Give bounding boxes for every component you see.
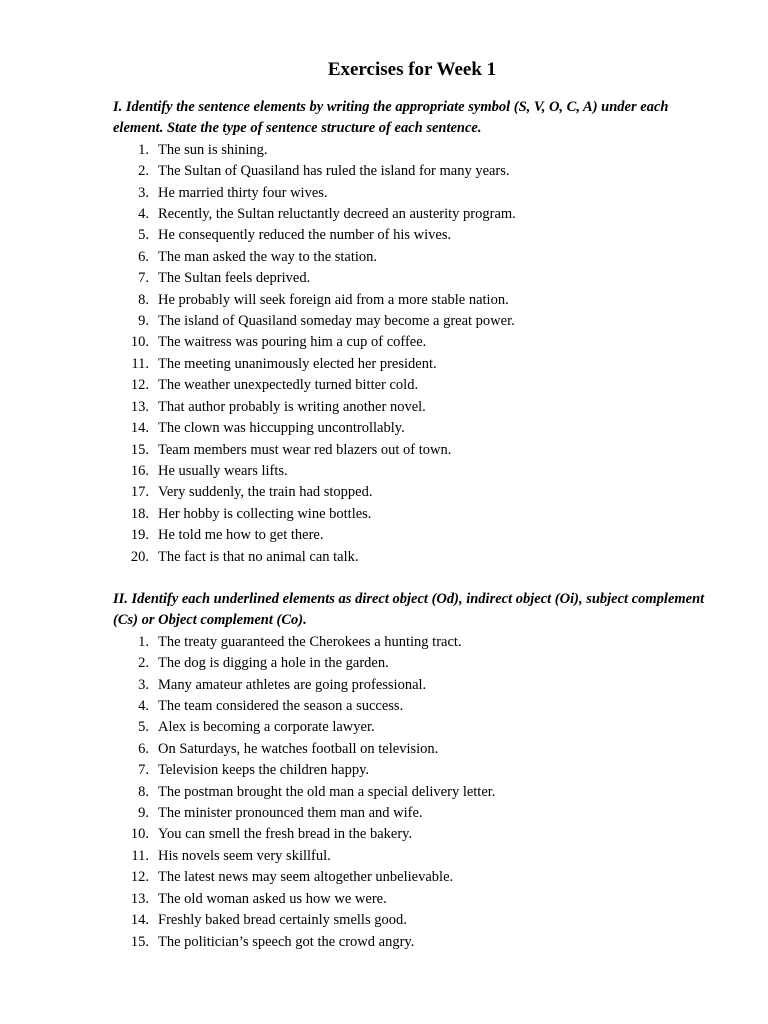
item-number: 8. xyxy=(138,291,149,308)
item-text: The meeting unanimously elected her president. xyxy=(158,355,437,372)
item-number: 9. xyxy=(138,805,149,822)
item-text: The old woman asked us how we were. xyxy=(158,890,387,907)
item-number: 9. xyxy=(138,313,149,330)
item-text: Her hobby is collecting wine bottles. xyxy=(158,505,372,522)
item-number: 19. xyxy=(130,527,149,544)
item-number: 11. xyxy=(131,355,149,372)
item-text: The latest news may seem altogether unbelievable. xyxy=(158,869,454,886)
item-number: 14. xyxy=(130,912,149,929)
list-item xyxy=(113,290,713,311)
item-text: The man asked the way to the station. xyxy=(158,248,378,265)
list-item xyxy=(113,440,713,461)
list-item xyxy=(113,397,713,418)
section-2-list xyxy=(113,632,713,953)
item-number: 8. xyxy=(138,783,149,800)
item-text: The clown was hiccupping uncontrollably. xyxy=(158,420,405,437)
list-item xyxy=(113,354,713,375)
list-item xyxy=(113,268,713,289)
item-text: Alex is becoming a corporate lawyer. xyxy=(158,719,375,736)
item-number: 6. xyxy=(138,248,149,265)
item-number: 2. xyxy=(138,163,149,180)
item-number: 20. xyxy=(130,548,149,565)
item-number: 10. xyxy=(130,826,149,843)
item-text: The postman brought the old man a special delivery letter. xyxy=(158,783,496,800)
item-number: 1. xyxy=(138,633,149,650)
list-item xyxy=(113,846,713,867)
item-text: He married thirty four wives. xyxy=(158,184,328,201)
item-number: 13. xyxy=(130,890,149,907)
item-text: The fact is that no animal can talk. xyxy=(158,548,359,565)
list-item xyxy=(113,225,713,246)
item-number: 7. xyxy=(138,762,149,779)
section-2-instruction: II. Identify each underlined elements as direct object (Od), indirect object (Oi), subject complement (Cs) or Object complement (Co). xyxy=(113,591,705,629)
item-text: Very suddenly, the train had stopped. xyxy=(158,484,373,501)
item-number: 12. xyxy=(130,377,149,394)
list-item xyxy=(113,782,713,803)
list-item xyxy=(113,932,713,953)
list-item xyxy=(113,547,713,568)
item-text: He told me how to get there. xyxy=(158,527,324,544)
list-item xyxy=(113,760,713,781)
section-1-instruction: I. Identify the sentence elements by writing the appropriate symbol (S, V, O, C, A) under each element. State the type of sentence structure of each sentence. xyxy=(113,99,669,137)
exercise-section-1 xyxy=(113,97,713,568)
list-item xyxy=(113,247,713,268)
item-number: 3. xyxy=(138,184,149,201)
item-number: 15. xyxy=(130,933,149,950)
list-item xyxy=(113,311,713,332)
item-text: The politician’s speech got the crowd angry. xyxy=(158,933,415,950)
item-text: The waitress was pouring him a cup of coffee. xyxy=(158,334,427,351)
item-text: The weather unexpectedly turned bitter cold. xyxy=(158,377,419,394)
item-text: The Sultan of Quasiland has ruled the island for many years. xyxy=(158,163,510,180)
list-item xyxy=(113,140,713,161)
item-text: The treaty guaranteed the Cherokees a hunting tract. xyxy=(158,633,462,650)
item-number: 12. xyxy=(130,869,149,886)
item-text: He consequently reduced the number of his wives. xyxy=(158,227,452,244)
item-text: On Saturdays, he watches football on television. xyxy=(158,740,439,757)
item-text: Many amateur athletes are going professional. xyxy=(158,676,427,693)
item-number: 5. xyxy=(138,227,149,244)
list-item xyxy=(113,824,713,845)
list-item xyxy=(113,525,713,546)
item-text: Team members must wear red blazers out of town. xyxy=(158,441,452,458)
item-number: 6. xyxy=(138,740,149,757)
list-item xyxy=(113,696,713,717)
list-item xyxy=(113,675,713,696)
item-text: The sun is shining. xyxy=(158,141,268,158)
list-item xyxy=(113,717,713,738)
list-item xyxy=(113,653,713,674)
item-number: 4. xyxy=(138,206,149,223)
list-item xyxy=(113,867,713,888)
item-text: Freshly baked bread certainly smells good. xyxy=(158,912,407,929)
list-item xyxy=(113,910,713,931)
list-item xyxy=(113,332,713,353)
list-item xyxy=(113,183,713,204)
item-number: 14. xyxy=(130,420,149,437)
list-item xyxy=(113,375,713,396)
item-number: 18. xyxy=(130,505,149,522)
item-number: 5. xyxy=(138,719,149,736)
item-text: He usually wears lifts. xyxy=(158,462,288,479)
list-item xyxy=(113,161,713,182)
item-text: The Sultan feels deprived. xyxy=(158,270,311,287)
list-item xyxy=(113,739,713,760)
item-text: The team considered the season a success. xyxy=(158,698,404,715)
list-item xyxy=(113,504,713,525)
item-text: He probably will seek foreign aid from a more stable nation. xyxy=(158,291,509,308)
page-title: Exercises for Week 1 xyxy=(327,59,497,80)
item-text: The dog is digging a hole in the garden. xyxy=(158,655,389,672)
item-text: Recently, the Sultan reluctantly decreed an austerity program. xyxy=(158,206,516,223)
item-text: The island of Quasiland someday may become a great power. xyxy=(158,313,515,330)
item-number: 13. xyxy=(130,398,149,415)
item-number: 15. xyxy=(130,441,149,458)
list-item xyxy=(113,803,713,824)
item-number: 10. xyxy=(130,334,149,351)
item-text: Television keeps the children happy. xyxy=(158,762,370,779)
item-number: 11. xyxy=(131,847,149,864)
item-number: 3. xyxy=(138,676,149,693)
item-number: 7. xyxy=(138,270,149,287)
item-text: That author probably is writing another novel. xyxy=(158,398,426,415)
list-item xyxy=(113,482,713,503)
section-1-list xyxy=(113,140,713,568)
item-text: His novels seem very skillful. xyxy=(158,847,331,864)
list-item xyxy=(113,889,713,910)
item-text: The minister pronounced them man and wife. xyxy=(158,805,423,822)
list-item xyxy=(113,204,713,225)
item-number: 16. xyxy=(130,462,149,479)
item-number: 2. xyxy=(138,655,149,672)
item-text: You can smell the fresh bread in the bakery. xyxy=(158,826,413,843)
item-number: 1. xyxy=(138,141,149,158)
exercise-section-2 xyxy=(113,589,713,953)
item-number: 4. xyxy=(138,698,149,715)
item-number: 17. xyxy=(130,484,149,501)
list-item xyxy=(113,632,713,653)
list-item xyxy=(113,461,713,482)
list-item xyxy=(113,418,713,439)
